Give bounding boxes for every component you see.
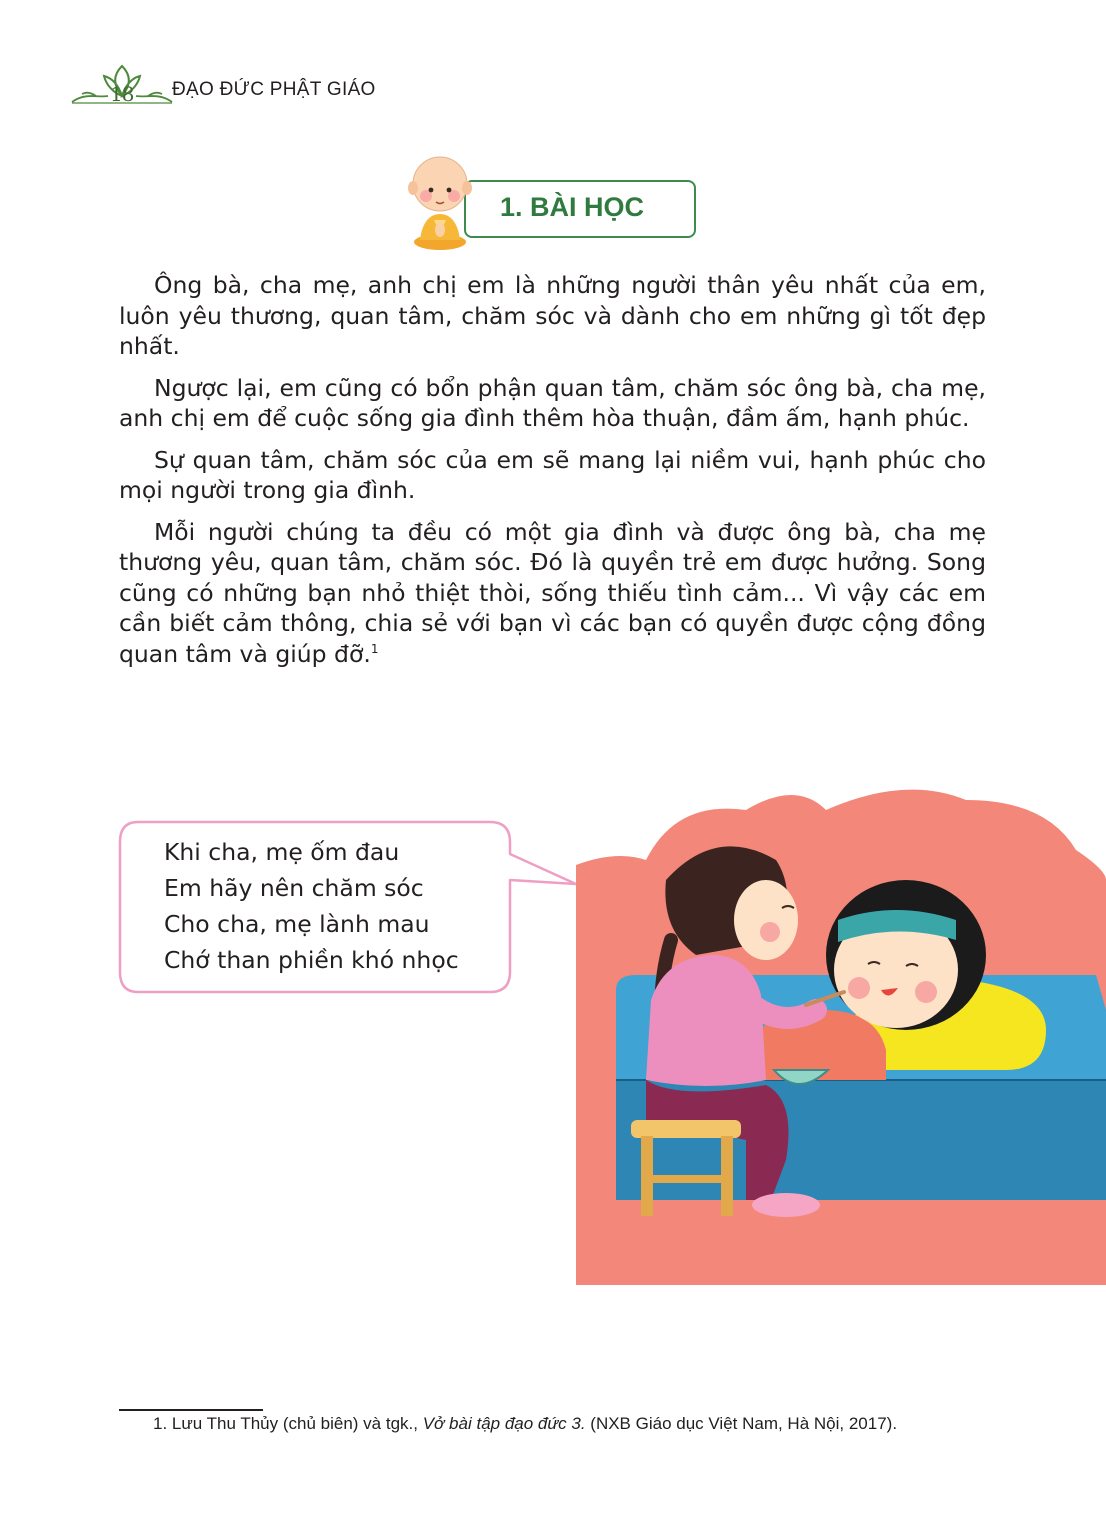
lesson-body xyxy=(119,270,986,680)
footnote-number: 1. xyxy=(153,1414,168,1433)
poem-line: Em hãy nên chăm sóc xyxy=(164,874,424,902)
footnote xyxy=(153,1414,897,1434)
page-header xyxy=(68,62,388,108)
footnote-publisher: (NXB Giáo dục Việt Nam, Hà Nội, 2017). xyxy=(590,1414,898,1433)
footnote-title: Vở bài tập đạo đức 3. xyxy=(422,1414,586,1433)
paragraph xyxy=(119,517,986,670)
paragraph-text: Mỗi người chúng ta đều có một gia đình và được ông bà, cha mẹ thương yêu, quan tâm, chăm sóc. Đó là quyền trẻ em được hưởng. Song cũng có những bạn nhỏ thiệt thòi, sống thiếu tình cảm... Vì vậy các em cần biết cảm thông, chia sẻ với bạn vì các bạn có quyền được cộng đồng quan tâm và giúp đỡ. xyxy=(119,517,986,668)
slipper xyxy=(752,1193,820,1217)
paragraph: Ông bà, cha mẹ, anh chị em là những người thân yêu nhất của em, luôn yêu thương, quan tâm, chăm sóc và dành cho em những gì tốt đẹp nhất. xyxy=(119,271,986,360)
speech-bubble xyxy=(118,820,598,1000)
poem xyxy=(164,834,459,978)
book-title: ĐẠO ĐỨC PHẬT GIÁO xyxy=(172,79,376,100)
section-title: 1. BÀI HỌC xyxy=(500,192,645,222)
paragraph: Sự quan tâm, chăm sóc của em sẽ mang lại niềm vui, hạnh phúc cho mọi người trong gia đình. xyxy=(119,445,986,504)
monk-child-icon xyxy=(408,152,488,252)
footnote-author: Lưu Thu Thủy (chủ biên) và tgk., xyxy=(171,1414,418,1433)
footnote-marker: 1 xyxy=(370,641,379,656)
page-number: 18 xyxy=(110,82,134,106)
footnote-rule xyxy=(119,1409,263,1411)
poem-line: Cho cha, mẹ lành mau xyxy=(164,910,430,938)
girl-feeding-sick-mother-illustration xyxy=(576,780,1106,1290)
section-heading xyxy=(408,152,698,252)
paragraph: Ngược lại, em cũng có bổn phận quan tâm, chăm sóc ông bà, cha mẹ, anh chị em để cuộc sống gia đình thêm hòa thuận, đầm ấm, hạnh phúc. xyxy=(119,373,986,432)
poem-line: Chớ than phiền khó nhọc xyxy=(164,946,459,974)
stool xyxy=(631,1120,741,1138)
poem-line: Khi cha, mẹ ốm đau xyxy=(164,838,400,866)
girl-face xyxy=(734,880,798,960)
